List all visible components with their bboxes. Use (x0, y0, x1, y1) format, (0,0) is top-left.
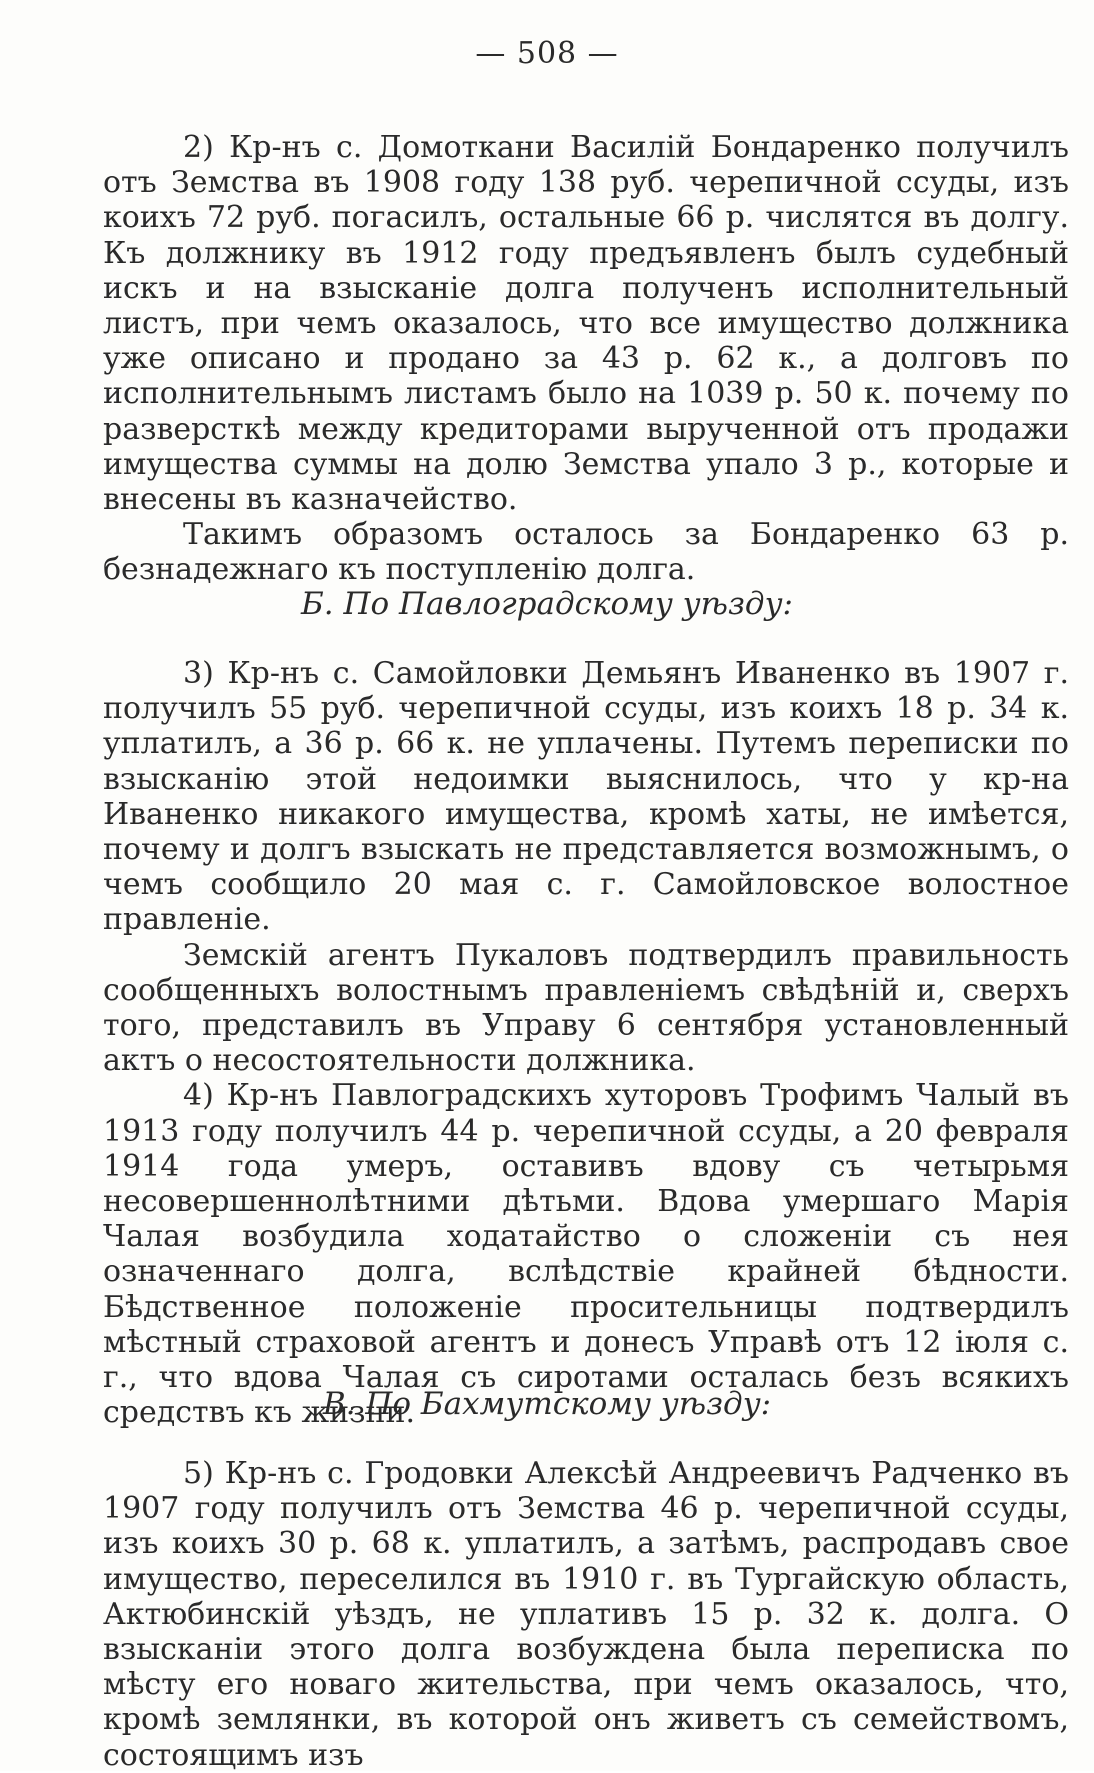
paragraph-pukalov-confirmation: Земскій агентъ Пукаловъ подтвердилъ правильность сообщенныхъ волостнымъ правленіемъ свѣдѣній и, сверхъ того, представилъ въ Управу 6 сентября установленный актъ о несостоятельности должника. (103, 937, 1069, 1079)
paragraph-ivanenko-loan: 3) Кр-нъ с. Самойловки Демьянъ Иваненко въ 1907 г. получилъ 55 руб. черепичной ссуды, изъ коихъ 18 р. 34 к. уплатилъ, а 36 р. 66 к. не уплачены. Путемъ переписки по взысканію этой недоимки выяснилось, что у кр-на Иваненко никакого имущества, кромѣ хаты, не имѣется, почему и долгъ взыскать не представляется возможнымъ, о чемъ сообщило 20 мая с. г. Самойловское волостное правленіе. (103, 656, 1069, 938)
paragraph-bondarenko-loan: 2) Кр-нъ с. Домоткани Василій Бондаренко получилъ отъ Земства въ 1908 году 138 руб. черепичной ссуды, изъ коихъ 72 руб. погасилъ, остальные 66 р. числятся въ долгу. Къ должнику въ 1912 году предъявленъ былъ судебный искъ и на взысканіе долга полученъ исполнительный листъ, при чемъ оказалось, что все имущество должника уже описано и продано за 43 р. 62 к., а долговъ по исполнительнымъ листамъ было на 1039 р. 50 к. почему по разверсткѣ между кредиторами вырученной отъ продажи имущества суммы на долю Земства упало 3 р., которые и внесены въ казначейство. (103, 130, 1069, 518)
heading-bakhmut-district: В. По Бахмутскому уѣзду: (322, 1386, 772, 1422)
section-domotkani (103, 130, 1069, 588)
heading-pavlograd-district: Б. По Павлоградскому уѣзду: (300, 586, 794, 622)
paragraph-bondarenko-remainder: Такимъ образомъ осталось за Бондаренко 63 р. безнадежнаго къ поступленію долга. (103, 517, 1069, 588)
section-bakhmut (103, 1456, 1069, 1773)
page-number: — 508 — (475, 36, 619, 71)
paragraph-radchenko-loan: 5) Кр-нъ с. Гродовки Алексѣй Андреевичъ Радченко въ 1907 году получилъ отъ Земства 46 р. черепичной ссуды, изъ коихъ 30 р. 68 к. уплатилъ, а затѣмъ, распродавъ свое имущество, переселился въ 1910 г. въ Тургайскую область, Актюбинскій уѣздъ, не уплативъ 15 р. 32 к. долга. О взысканіи этого долга возбуждена была переписка по мѣсту его новаго жительства, при чемъ оказалось, что, кромѣ землянки, въ которой онъ живетъ съ семействомъ, состоящимъ изъ (103, 1456, 1069, 1773)
section-pavlograd (103, 656, 1069, 1430)
paragraph-chalyi-loan: 4) Кр-нъ Павлоградскихъ хуторовъ Трофимъ Чалый въ 1913 году получилъ 44 р. черепичной ссуды, а 20 февраля 1914 года умеръ, оставивъ вдову съ четырьмя несовершеннолѣтними дѣтьми. Вдова умершаго Марія Чалая возбудила ходатайство о сложеніи съ нея означеннаго долга, вслѣдствіе крайней бѣдности. Бѣдственное положеніе просительницы подтвердилъ мѣстный страховой агентъ и донесъ Управѣ отъ 12 іюля с. г., что вдова Чалая съ сиротами осталась безъ всякихъ средствъ къ жизни. (103, 1078, 1069, 1431)
